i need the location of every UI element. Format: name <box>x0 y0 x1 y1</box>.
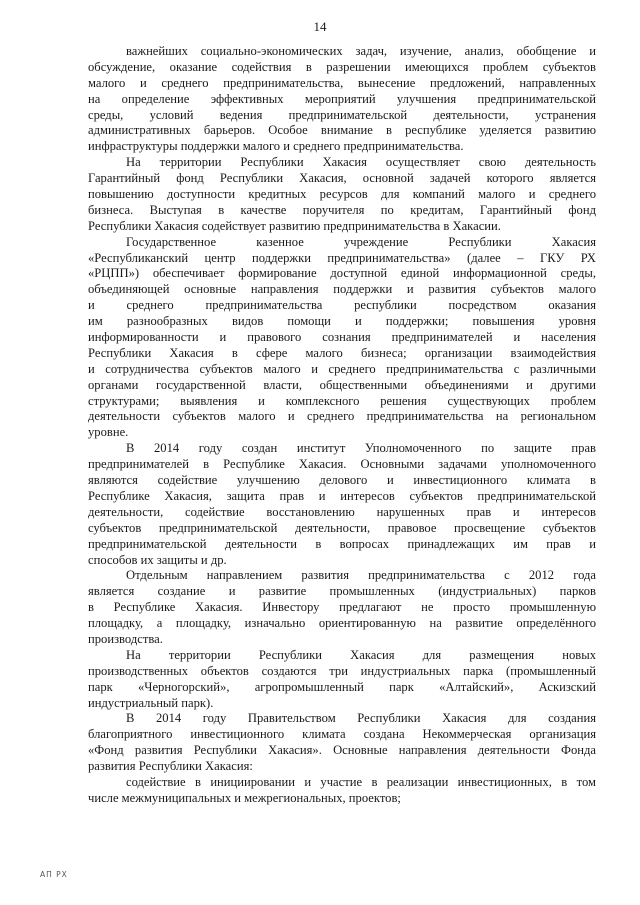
text-line: обсуждение, оказание содействия в разрешении имеющихся проблем субъектов <box>88 59 596 74</box>
text-line: развития Республики Хакасия: <box>88 759 253 774</box>
text-line: На территории Республики Хакасия осуществляет свою деятельность <box>126 155 596 170</box>
text-line: индустриальный парк). <box>88 695 214 710</box>
text-line: производства. <box>88 631 163 646</box>
text-line: является создание и развитие промышленных (индустриальных) парков <box>88 584 596 599</box>
text-line: На территории Республики Хакасия для размещения новых <box>126 647 596 662</box>
text-line: Гарантийный фонд Республики Хакасия, основной задачей которого является <box>88 171 596 186</box>
text-line: благоприятного инвестиционного климата создана Некоммерческая организация <box>88 727 596 742</box>
text-line: деятельности субъектов малого и среднего предпринимательства на региональном <box>88 409 596 424</box>
text-line: бизнеса. Выступая в качестве поручителя по кредитам, Гарантийный фонд <box>88 202 596 217</box>
text-line: являются содействие улучшению делового и инвестиционного климата в <box>88 473 596 488</box>
paragraph <box>88 648 596 712</box>
text-line: Отдельным направлением развития предпринимательства с 2012 года <box>126 568 596 583</box>
text-line: важнейших социально-экономических задач, изучение, анализ, обобщение и <box>126 44 596 58</box>
footer-stamp: АП РХ <box>40 870 68 879</box>
text-line: уровне. <box>88 425 129 440</box>
text-line: содействие в инициировании и участие в реализации инвестиционных, в том <box>126 774 596 789</box>
text-line: им разнообразных видов помощи и поддержки; повышения уровня <box>88 314 596 329</box>
text-line: субъектов предпринимательской деятельности, правовое просвещение субъектов <box>88 520 596 535</box>
text-line: «Республиканский центр поддержки предпринимательства» (далее – ГКУ РХ <box>88 250 596 265</box>
paragraph <box>88 155 596 234</box>
text-line: на определение эффективных мероприятий улучшения предпринимательской <box>88 91 596 106</box>
text-line: «Фонд развития Республики Хакасия». Основные направления деятельности Фонда <box>88 743 596 758</box>
text-line: Республики Хакасия в сфере малого бизнеса; организации взаимодействия <box>88 345 596 360</box>
text-line: повышению доступности кредитных ресурсов для компаний малого и среднего <box>88 187 596 202</box>
text-line: площадку, а площадку, изначально ориентированную на развитие определённого <box>88 616 596 631</box>
paragraph <box>88 775 596 807</box>
text-line: предпринимателей в Республике Хакасия. Основными задачами уполномоченного <box>88 457 596 472</box>
text-line: В 2014 году создан институт Уполномоченного по защите прав <box>126 441 596 456</box>
text-line: производственных объектов создаются три индустриальных парка (промышленный <box>88 663 596 678</box>
text-line: Республики Хакасия содействует развитию предпринимательства в Хакасии. <box>88 218 501 233</box>
text-line: «РЦПП») обеспечивает формирование доступной единой информационной среды, <box>88 266 596 281</box>
paragraph <box>88 711 596 775</box>
paragraph <box>88 568 596 647</box>
paragraph <box>88 441 596 568</box>
text-line: Государственное казенное учреждение Республики Хакасия <box>126 234 596 249</box>
text-line: среды, условий ведения предпринимательской деятельности, устранения <box>88 107 596 122</box>
text-line: парк «Черногорский», агропромышленный парк «Алтайский», Аскизский <box>88 679 596 694</box>
text-line: способов их защиты и др. <box>88 552 227 567</box>
text-line: и сотрудничества субъектов малого и среднего предпринимательства с различными <box>88 361 596 376</box>
body-text <box>88 44 596 807</box>
text-line: в Республике Хакасия. Инвестору предлагают не просто промышленную <box>88 600 596 615</box>
paragraph <box>88 44 596 155</box>
text-line: и среднего предпринимательства республики посредством оказания <box>88 298 596 313</box>
text-line: объединяющей основные направления поддержки и развития субъектов малого <box>88 282 596 297</box>
text-line: информированности и правового сознания предпринимателей и населения <box>88 330 596 345</box>
text-line: структурами; выявления и комплексного решения существующих проблем <box>88 393 596 408</box>
text-line: административных барьеров. Особое внимание в республике уделяется развитию <box>88 123 596 138</box>
text-line: Республике Хакасия, защита прав и интересов субъектов предпринимательской <box>88 488 596 503</box>
text-line: В 2014 году Правительством Республики Хакасия для создания <box>126 711 596 726</box>
text-line: инфраструктуры поддержки малого и среднего предпринимательства. <box>88 139 464 154</box>
text-line: числе межмуниципальных и межрегиональных, проектов; <box>88 790 401 805</box>
text-line: деятельности, содействие восстановлению нарушенных прав и интересов <box>88 504 596 519</box>
text-line: малого и среднего предпринимательства, вынесение предложений, направленных <box>88 75 596 90</box>
text-line: предпринимательской деятельности в вопросах принадлежащих им прав и <box>88 536 596 551</box>
paragraph <box>88 235 596 442</box>
text-line: органами государственной власти, общественными объединениями и другими <box>88 377 596 392</box>
page-number: 14 <box>313 19 327 34</box>
